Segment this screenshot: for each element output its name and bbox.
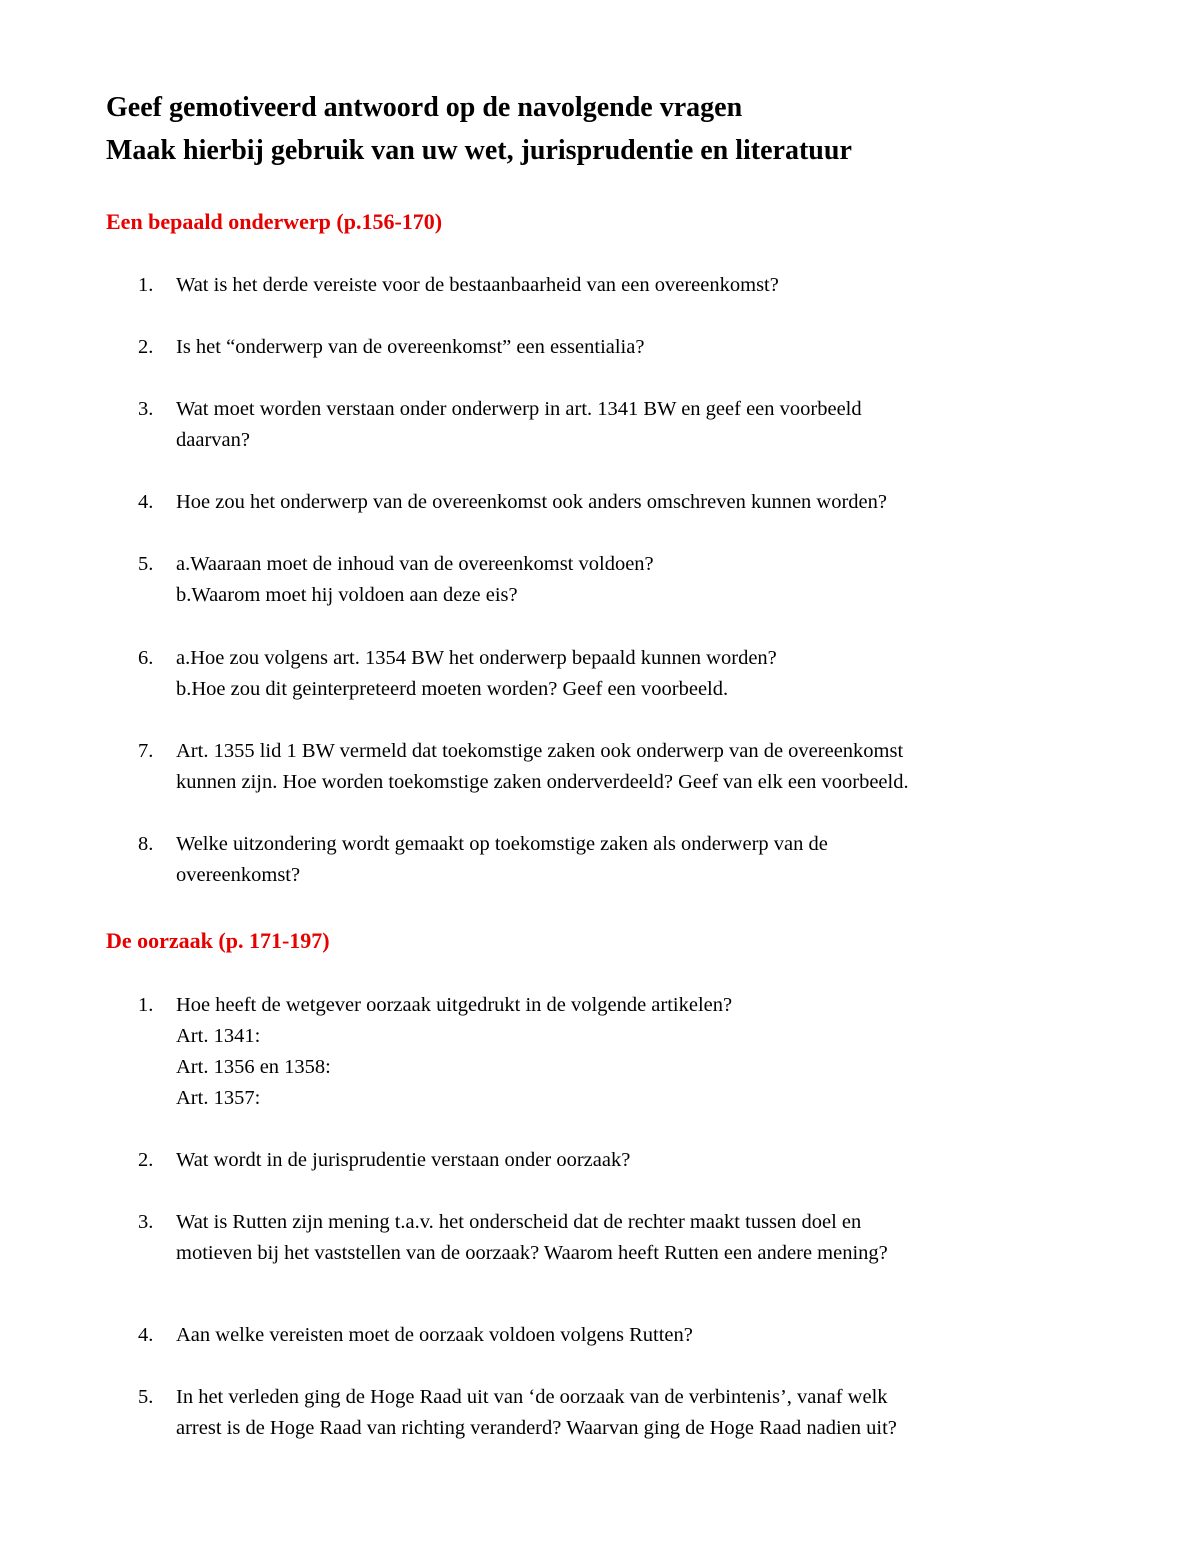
question-text: a.Hoe zou volgens art. 1354 BW het onderwerp bepaald kunnen worden? — [176, 647, 777, 669]
question-text: Hoe heeft de wetgever oorzaak uitgedrukt in de volgende artikelen? — [176, 994, 733, 1016]
question-text: a.Waaraan moet de inhoud van de overeenkomst voldoen? — [176, 553, 654, 575]
question-text: Art. 1341: — [176, 1025, 261, 1047]
question-text: Is het “onderwerp van de overeenkomst” een essentialia? — [176, 336, 645, 358]
question-text: kunnen zijn. Hoe worden toekomstige zaken onderverdeeld? Geef van elk een voorbeeld. — [176, 771, 909, 793]
question-number: 3. — [138, 398, 154, 420]
question-text: Welke uitzondering wordt gemaakt op toekomstige zaken als onderwerp van de — [176, 833, 828, 855]
question-number: 2. — [138, 336, 154, 358]
question-text: b.Waarom moet hij voldoen aan deze eis? — [176, 584, 518, 606]
question-text: arrest is de Hoge Raad van richting veranderd? Waarvan ging de Hoge Raad nadien uit? — [176, 1417, 897, 1439]
question-number: 7. — [138, 740, 154, 762]
question-text: In het verleden ging de Hoge Raad uit van ‘de oorzaak van de verbintenis’, vanaf welk — [176, 1386, 888, 1408]
question-text: Wat wordt in de jurisprudentie verstaan onder oorzaak? — [176, 1149, 631, 1171]
question-text: Art. 1356 en 1358: — [176, 1056, 331, 1078]
question-text: b.Hoe zou dit geinterpreteerd moeten worden? Geef een voorbeeld. — [176, 678, 729, 700]
question-text: overeenkomst? — [176, 864, 301, 886]
question-text: Wat moet worden verstaan onder onderwerp in art. 1341 BW en geef een voorbeeld — [176, 398, 862, 420]
document-heading-line-2: Maak hierbij gebruik van uw wet, jurisprudentie en literatuur — [106, 135, 852, 166]
section-title-onderwerp: Een bepaald onderwerp (p.156-170) — [106, 209, 443, 234]
question-text: Art. 1357: — [176, 1087, 261, 1109]
question-text: Wat is Rutten zijn mening t.a.v. het onderscheid dat de rechter maakt tussen doel en — [176, 1211, 862, 1233]
question-number: 4. — [138, 491, 154, 513]
question-number: 1. — [138, 994, 154, 1016]
question-number: 3. — [138, 1211, 154, 1233]
question-text: motieven bij het vaststellen van de oorzaak? Waarom heeft Rutten een andere mening? — [176, 1242, 888, 1264]
question-number: 6. — [138, 647, 154, 669]
question-number: 5. — [138, 1386, 154, 1408]
question-number: 2. — [138, 1149, 154, 1171]
question-text: Art. 1355 lid 1 BW vermeld dat toekomstige zaken ook onderwerp van de overeenkomst — [176, 740, 904, 762]
question-text: Wat is het derde vereiste voor de bestaanbaarheid van een overeenkomst? — [176, 274, 779, 296]
question-text: daarvan? — [176, 429, 250, 451]
question-number: 5. — [138, 553, 154, 575]
question-number: 4. — [138, 1324, 154, 1346]
section-title-oorzaak: De oorzaak (p. 171-197) — [106, 928, 330, 953]
question-text: Hoe zou het onderwerp van de overeenkomst ook anders omschreven kunnen worden? — [176, 491, 887, 513]
document-heading-line-1: Geef gemotiveerd antwoord op de navolgende vragen — [106, 92, 743, 123]
question-number: 8. — [138, 833, 154, 855]
question-text: Aan welke vereisten moet de oorzaak voldoen volgens Rutten? — [176, 1324, 693, 1346]
question-number: 1. — [138, 274, 154, 296]
